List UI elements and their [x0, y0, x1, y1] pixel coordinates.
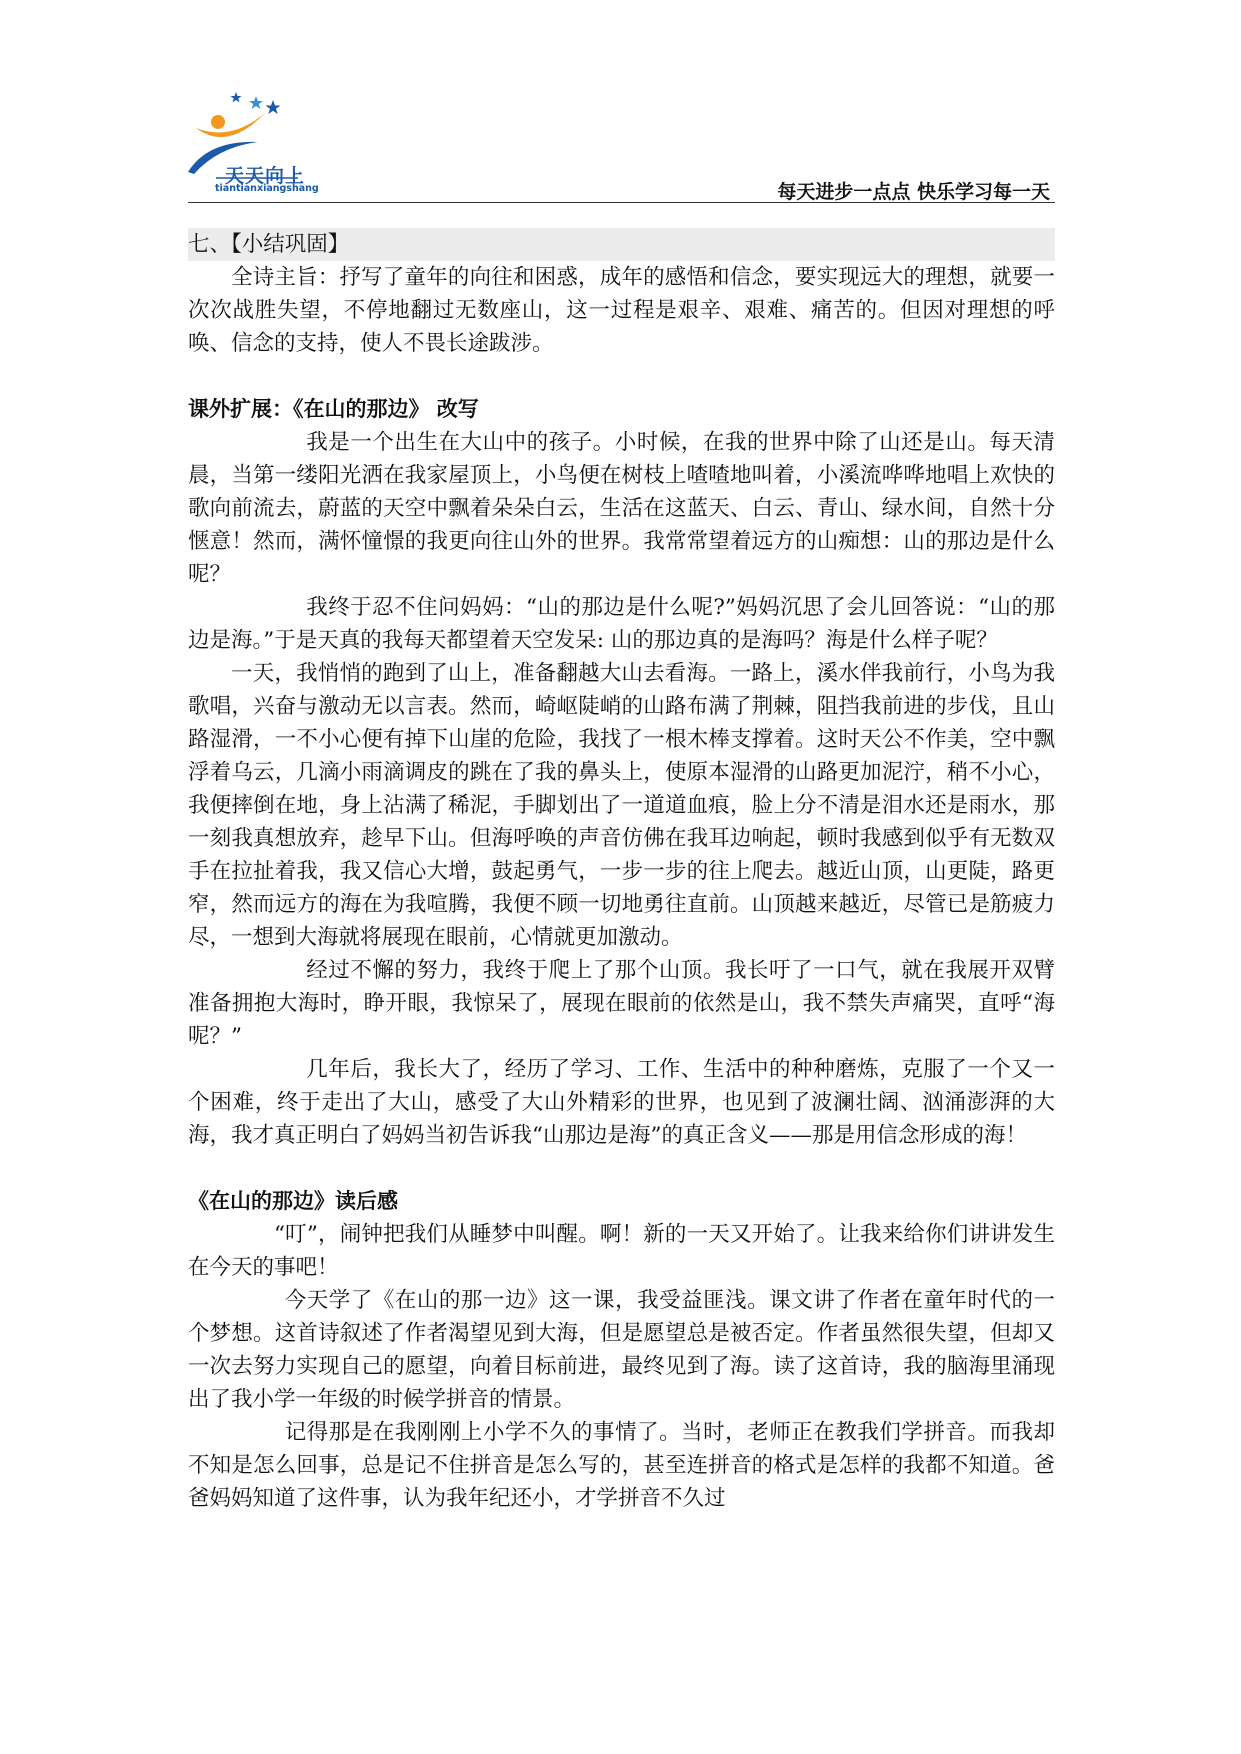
logo-text: 天天向上 [225, 165, 306, 187]
review-paragraph: “叮”，闹钟把我们从睡梦中叫醒。啊！新的一天又开始了。让我来给你们讲讲发生在今天的事吧！ [188, 1222, 1055, 1280]
page-header [0, 0, 1241, 230]
review-paragraph: 今天学了《在山的那一边》这一课，我受益匪浅。课文讲了作者在童年时代的一个梦想。这首诗叙述了作者渴望见到大海，但是愿望总是被否定。作者虽然很失望，但却又一次去努力实现自己的愿望，向着目标前进，最终见到了海。读了这首诗，我的脑海里涌现出了我小学一年级的时候学拼音的情景。 [188, 1288, 1055, 1412]
spacer [188, 360, 1055, 393]
star-icon [231, 92, 242, 103]
rewrite-paragraph: 几年后，我长大了，经历了学习、工作、生活中的种种磨炼，克服了一个又一个困难，终于走出了大山，感受了大山外精彩的世界，也见到了波澜壮阔、汹涌澎湃的大海，我才真正明白了妈妈当初告诉我“山那边是海”的真正含义——那是用信念形成的海！ [188, 1057, 1055, 1148]
document-body [188, 228, 1055, 1515]
rewrite-paragraph: 我是一个出生在大山中的孩子。小时候，在我的世界中除了山还是山。每天清晨，当第一缕阳光洒在我家屋顶上，小鸟便在树枝上喳喳地叫着，小溪流哗哗地唱上欢快的歌向前流去，蔚蓝的天空中飘着朵朵白云，生活在这蓝天、白云、青山、绿水间，自然十分惬意！然而，满怀憧憬的我更向往山外的世界。我常常望着远方的山痴想：山的那边是什么呢？ [188, 430, 1055, 587]
section-title-summary: 七、【小结巩固】 [188, 228, 1055, 261]
section-title-rewrite: 课外扩展：《在山的那边》 改写 [188, 397, 479, 421]
summary-paragraph: 全诗主旨：抒写了童年的向往和困惑，成年的感悟和信念，要实现远大的理想，就要一次次战胜失望，不停地翻过无数座山，这一过程是艰辛、艰难、痛苦的。但因对理想的呼唤、信念的支持，使人不畏长途跋涉。 [188, 265, 1055, 356]
section-title-review: 《在山的那边》读后感 [188, 1189, 398, 1213]
figure-head-icon [211, 115, 225, 129]
header-divider [188, 202, 1055, 203]
star-icon [266, 100, 281, 114]
logo-pinyin: tiantianxiangshang [215, 183, 319, 194]
review-paragraph: 记得那是在我刚刚上小学不久的事情了。当时，老师正在教我们学拼音。而我却不知是怎么回事，总是记不住拼音是怎么写的，甚至连拼音的格式是怎样的我都不知道。爸爸妈妈知道了这件事，认为我年纪还小，才学拼音不久过 [188, 1420, 1055, 1511]
star-icon [249, 96, 263, 109]
rewrite-paragraph: 一天，我悄悄的跑到了山上，准备翻越大山去看海。一路上，溪水伴我前行，小鸟为我歌唱，兴奋与激动无以言表。然而，崎岖陡峭的山路布满了荆棘，阻挡我前进的步伐，且山路湿滑，一不小心便有掉下山崖的危险，我找了一根木棒支撑着。这时天公不作美，空中飘浮着乌云，几滴小雨滴调皮的跳在了我的鼻头上，使原本湿滑的山路更加泥泞，稍不小心，我便摔倒在地，身上沾满了稀泥，手脚划出了一道道血痕，脸上分不清是泪水还是雨水，那一刻我真想放弃，趁早下山。但海呼唤的声音仿佛在我耳边响起，顿时我感到似乎有无数双手在拉扯着我，我又信心大增，鼓起勇气，一步一步的往上爬去。越近山顶，山更陡，路更窄，然而远方的海在为我喧腾，我便不顾一切地勇往直前。山顶越来越近，尽管已是筋疲力尽，一想到大海就将展现在眼前，心情就更加激动。 [188, 661, 1055, 950]
rewrite-paragraph: 经过不懈的努力，我终于爬上了那个山顶。我长吁了一口气，就在我展开双臂准备拥抱大海时，睁开眼，我惊呆了，展现在眼前的依然是山，我不禁失声痛哭，直呼“海呢？” [188, 958, 1055, 1049]
header-slogan: 每天进步一点点 快乐学习每一天 [777, 181, 1050, 203]
figure-arc-icon [196, 112, 266, 137]
spacer [188, 1152, 1055, 1185]
rewrite-paragraph: 我终于忍不住问妈妈：“山的那边是什么呢?”妈妈沉思了会儿回答说：“山的那边是海。”于是天真的我每天都望着天空发呆: 山的那边真的是海吗？海是什么样子呢？ [188, 595, 1055, 653]
